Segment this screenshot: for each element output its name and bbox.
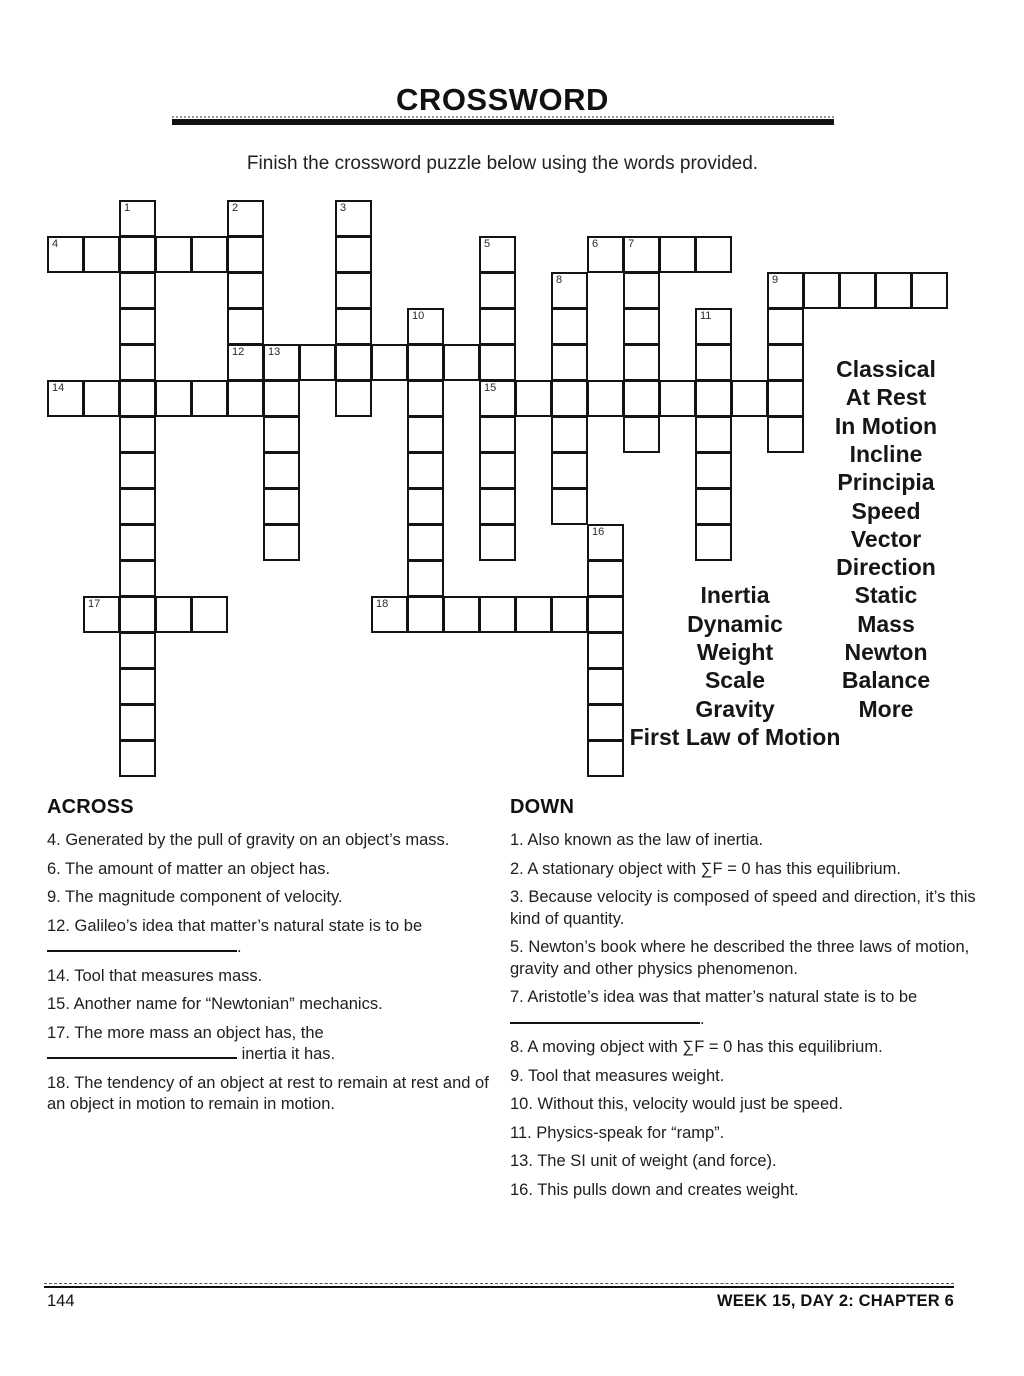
clue-blank-line: . [510, 1009, 988, 1031]
down-header: DOWN [510, 796, 575, 818]
grid-cell[interactable] [407, 308, 444, 345]
clue-text: 14. Tool that measures mass. [47, 966, 263, 985]
clue-item [510, 1180, 988, 1202]
cell-number: 1 [124, 202, 131, 214]
grid-cell[interactable] [119, 308, 156, 345]
across-header: ACROSS [47, 796, 134, 818]
grid-cell[interactable] [335, 236, 372, 273]
clue-item [510, 859, 988, 881]
clue-text: 1. Also known as the law of inertia. [510, 831, 764, 849]
clue-item [47, 859, 494, 881]
word-bank-item: At Rest [845, 384, 927, 411]
cell-number: 11 [700, 310, 712, 322]
word-bank-item: Incline [849, 440, 923, 467]
clue-text: 9. The magnitude component of velocity. [47, 888, 343, 906]
clue-text: 13. The SI unit of weight (and force). [510, 1152, 777, 1170]
word-bank-line [0, 610, 1024, 638]
word-bank-item: First Law of Motion [629, 723, 841, 750]
word-bank-line [0, 525, 1024, 553]
grid-cell[interactable] [335, 200, 372, 237]
clue-text: 12. Galileo’s idea that matter’s natural state is to be [47, 916, 423, 935]
grid-cell[interactable] [119, 200, 156, 237]
clue-text: 5. Newton’s book where he described the three laws of motion, gravity and other physics phenomenon. [510, 938, 970, 978]
answer-blank [47, 937, 237, 952]
clue-text: 17. The more mass an object has, the [47, 1023, 324, 1042]
word-bank-item: Classical [836, 356, 936, 382]
word-bank-line [0, 412, 1024, 440]
cell-number: 13 [268, 346, 281, 358]
word-bank-item: More [858, 695, 914, 722]
grid-cell[interactable] [911, 272, 948, 309]
word-bank-line [0, 355, 1024, 383]
word-bank-item: Balance [841, 667, 931, 694]
answer-blank [510, 1009, 700, 1024]
cell-number: 15 [484, 382, 497, 394]
grid-cell[interactable] [623, 236, 660, 273]
clue-item [47, 1073, 494, 1116]
grid-cell[interactable] [479, 236, 516, 273]
clue-item [47, 916, 494, 959]
across-clues-section [47, 796, 494, 1123]
word-bank-line [0, 638, 1024, 666]
grid-cell[interactable] [551, 272, 588, 309]
word-bank-line [0, 581, 1024, 609]
word-bank-item: Mass [857, 610, 915, 637]
clue-item [510, 1151, 988, 1173]
grid-cell[interactable] [875, 272, 912, 309]
cell-number: 2 [232, 202, 239, 214]
clue-item [510, 887, 988, 930]
footer-week-label: WEEK 15, DAY 2: CHAPTER 6 [717, 1292, 954, 1310]
cell-number: 7 [628, 238, 635, 250]
grid-cell[interactable] [227, 308, 264, 345]
grid-cell[interactable] [47, 236, 84, 273]
clue-item [47, 887, 494, 909]
clue-text: 6. The amount of matter an object has. [47, 859, 331, 878]
word-bank-line [0, 468, 1024, 496]
grid-cell[interactable] [227, 200, 264, 237]
grid-cell[interactable] [659, 236, 696, 273]
clue-text: 3. Because velocity is composed of speed and direction, it’s this kind of quantity. [510, 888, 976, 928]
cell-number: 5 [484, 238, 491, 250]
word-bank-item: Dynamic [687, 610, 783, 637]
grid-cell[interactable] [155, 236, 192, 273]
word-bank-line [0, 553, 1024, 581]
grid-cell[interactable] [551, 308, 588, 345]
cell-number: 6 [592, 238, 599, 250]
clue-text: 7. Aristotle’s idea was that matter’s natural state is to be [510, 988, 918, 1006]
cell-number: 3 [340, 202, 347, 214]
cell-number: 10 [412, 310, 425, 322]
word-bank-line [0, 440, 1024, 468]
clue-text: 11. Physics-speak for “ramp”. [510, 1123, 725, 1142]
cell-number: 12 [232, 346, 245, 358]
word-bank-line [0, 695, 1024, 723]
word-bank-item: Inertia [700, 582, 770, 609]
cell-number: 8 [556, 274, 563, 286]
word-bank-item: Direction [836, 554, 936, 581]
clue-text: 16. This pulls down and creates weight. [510, 1180, 799, 1199]
grid-cell[interactable] [335, 308, 372, 345]
down-clues-section [510, 796, 988, 1208]
clue-text: 2. A stationary object with ∑F = 0 has this equilibrium. [510, 859, 901, 878]
clue-item [510, 1123, 988, 1145]
clue-text: 9. Tool that measures weight. [510, 1066, 725, 1085]
clue-text: 15. Another name for “Newtonian” mechanics. [47, 995, 383, 1013]
word-bank-item: Static [854, 582, 918, 609]
cell-number: 18 [376, 598, 389, 610]
grid-cell[interactable] [479, 272, 516, 309]
answer-blank [47, 1044, 237, 1059]
clue-blank-line: inertia it has. [47, 1044, 494, 1066]
grid-cell[interactable] [191, 236, 228, 273]
grid-cell[interactable] [335, 272, 372, 309]
grid-cell[interactable] [839, 272, 876, 309]
down-clue-list [510, 830, 988, 1201]
page-number: 144 [47, 1292, 75, 1310]
grid-cell[interactable] [83, 236, 120, 273]
word-bank-line [0, 383, 1024, 411]
footer-rule [44, 1283, 954, 1288]
clue-item [510, 1094, 988, 1116]
clue-item [47, 830, 494, 852]
grid-cell[interactable] [767, 308, 804, 345]
grid-cell[interactable] [227, 236, 264, 273]
clue-text: 4. Generated by the pull of gravity on an object’s mass. [47, 831, 450, 849]
clue-item [510, 1066, 988, 1088]
grid-cell[interactable] [587, 236, 624, 273]
word-bank-item: Weight [696, 639, 774, 665]
word-bank-line [0, 723, 1024, 751]
page-title: CROSSWORD [396, 82, 609, 117]
word-bank-item: Speed [851, 497, 921, 524]
cell-number: 9 [772, 274, 779, 286]
cell-number: 4 [52, 238, 59, 250]
word-bank-line [0, 666, 1024, 694]
clue-text: 18. The tendency of an object at rest to remain at rest and of an object in motion to remain in motion. [47, 1073, 489, 1113]
clue-item [47, 966, 494, 988]
word-bank-line [0, 497, 1024, 525]
across-clue-list [47, 830, 494, 1116]
grid-cell[interactable] [803, 272, 840, 309]
clue-item [510, 830, 988, 852]
word-bank-item: Newton [844, 639, 928, 665]
clue-item [510, 987, 988, 1030]
clue-item [47, 1023, 494, 1066]
word-bank-item: Principia [837, 469, 935, 496]
clue-item [47, 994, 494, 1016]
clue-item [510, 1037, 988, 1059]
word-bank-item: Scale [704, 667, 766, 694]
grid-cell[interactable] [623, 308, 660, 345]
cell-number: 17 [88, 598, 101, 610]
word-bank-item: In Motion [834, 412, 938, 439]
word-bank-item: Gravity [695, 695, 775, 722]
grid-cell[interactable] [479, 308, 516, 345]
grid-cell[interactable] [119, 272, 156, 309]
grid-cell[interactable] [695, 236, 732, 273]
grid-cell[interactable] [119, 236, 156, 273]
clue-text: 10. Without this, velocity would just be speed. [510, 1095, 843, 1113]
grid-cell[interactable] [695, 308, 732, 345]
cell-number: 14 [52, 382, 65, 394]
grid-cell[interactable] [767, 272, 804, 309]
page-subtitle: Finish the crossword puzzle below using the words provided. [246, 153, 759, 174]
clue-item [510, 937, 988, 980]
grid-cell[interactable] [623, 272, 660, 309]
word-bank-item: Vector [850, 525, 922, 552]
clue-text: 8. A moving object with ∑F = 0 has this equilibrium. [510, 1038, 883, 1056]
cell-number: 16 [592, 526, 605, 538]
clue-blank-line: . [47, 937, 494, 959]
grid-cell[interactable] [227, 272, 264, 309]
